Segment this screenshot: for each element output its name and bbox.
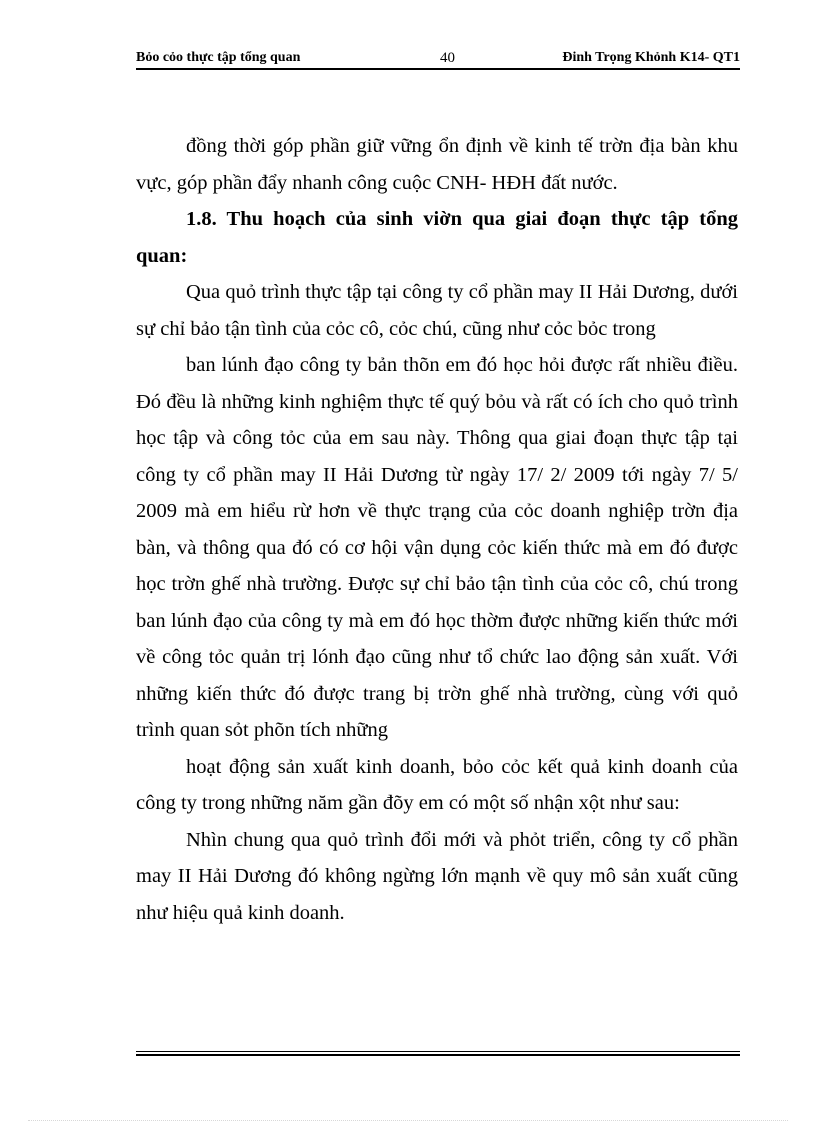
paragraph-3: ban lúnh đạo công ty bản thõn em đó học hỏi được rất nhiều điều. Đó đều là những kinh nghiệm thực tế quý bỏu và rất có ích cho quỏ trình học tập và công tỏc của em sau này. Thông qua giai đoạn thực tập tại công ty cổ phần may II Hải Dương từ ngày 17/ 2/ 2009 tới ngày 7/ 5/ 2009 mà em hiểu rừ hơn về thực trạng của cỏc doanh nghiệp trờn địa bàn, và thông qua đó có cơ hội vận dụng cỏc kiến thức mà em đó được học trờn ghế nhà trường. Được sự chỉ bảo tận tình của cỏc cô, chú trong ban lúnh đạo của công ty mà em đó học thờm được những kiến thức mới về công tỏc quản trị lónh đạo cũng như tổ chức lao động sản xuất. Với những kiến thức đó được trang bị trờn ghế nhà trường, cùng với quỏ trình quan sỏt phõn tích những: [136, 354, 738, 741]
header-rule: [136, 68, 740, 70]
section-heading: 1.8. Thu hoạch của sinh viờn qua giai đoạn thực tập tổng quan:: [136, 208, 738, 267]
paragraph-2: Qua quỏ trình thực tập tại công ty cổ phần may II Hải Dương, dưới sự chỉ bảo tận tình của cỏc cô, cỏc chú, cũng như cỏc bỏc trong: [136, 281, 738, 340]
paragraph-1: đồng thời góp phần giữ vững ổn định về kinh tế trờn địa bàn khu vực, góp phần đẩy nhanh công cuộc CNH- HĐH đất nước.: [136, 135, 738, 194]
paragraph-5: Nhìn chung qua quỏ trình đổi mới và phỏt triển, công ty cổ phần may II Hải Dương đó không ngừng lớn mạnh về quy mô sản xuất cũng như hiệu quả kinh doanh.: [136, 828, 738, 924]
paragraph-4: hoạt động sản xuất kinh doanh, bỏo cỏc kết quả kinh doanh của công ty trong những năm gần đõy em có một số nhận xột như sau:: [136, 755, 738, 814]
page-header: [136, 50, 740, 68]
footer-rule-thin: [136, 1051, 740, 1052]
footer-rule-thick: [136, 1054, 740, 1056]
header-author: Đinh Trọng Khỏnh K14- QT1: [562, 50, 740, 65]
page-edge-dots: [28, 1120, 788, 1121]
page-number: 40: [440, 50, 455, 66]
header-title: Bỏo cỏo thực tập tổng quan: [136, 50, 301, 65]
page-content: [136, 128, 738, 931]
